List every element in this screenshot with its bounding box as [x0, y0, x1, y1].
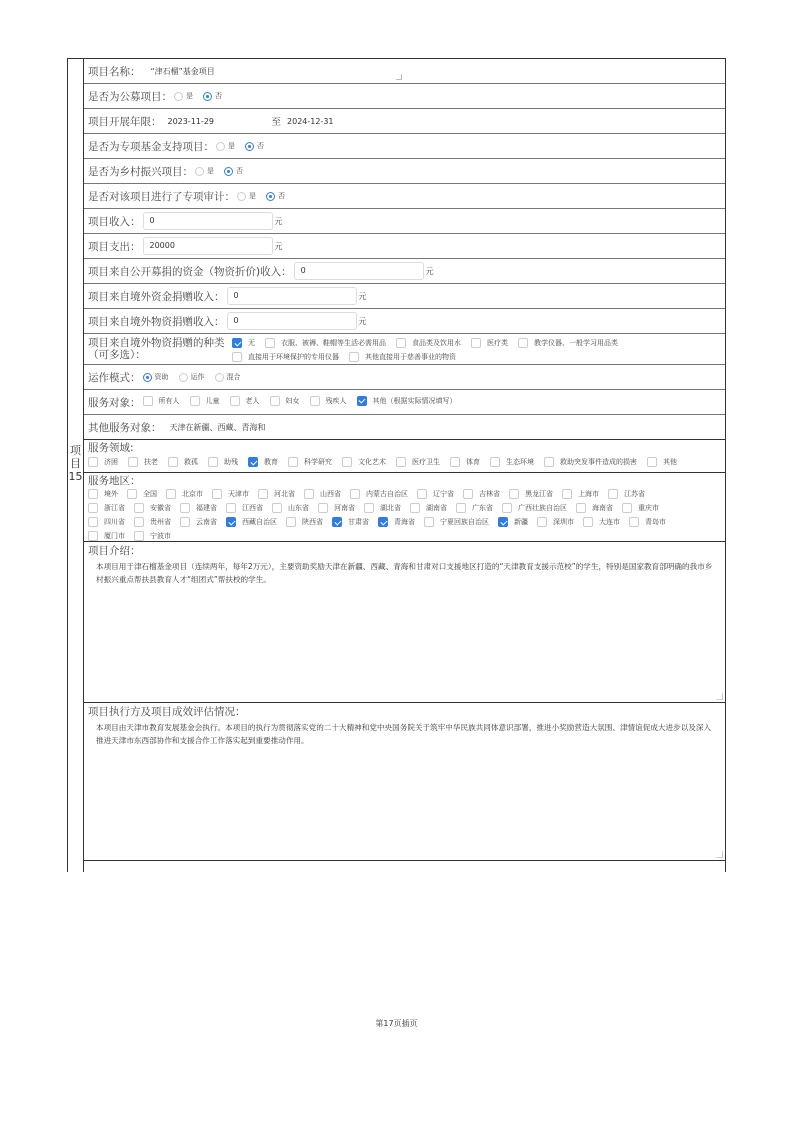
evaluation-textarea[interactable]: 本项目由天津市教育发展基金会执行。本项目的执行为贯彻落实党的二十大精神和党中央国务院关于筑牢中华民族共同体意识部署，推进小奖励营造大氛围、津情谊促成大进步以及深入推进天津市东西部协作和支援合作工作落实起到重要推动作用。 [96, 723, 712, 745]
checkbox-label: 全国 [143, 490, 157, 498]
checkbox-label: 云南省 [196, 518, 217, 526]
expense-input[interactable]: 20000 [143, 237, 273, 255]
checkbox-item[interactable] [208, 456, 238, 468]
checkbox-icon[interactable] [471, 338, 481, 348]
checkbox-item[interactable] [456, 502, 493, 514]
checkbox-item[interactable] [288, 456, 332, 468]
audit-row [84, 184, 725, 209]
checkbox-icon[interactable] [647, 457, 657, 467]
period-end-field[interactable]: 2024-12-31 [287, 116, 334, 126]
checkbox-icon[interactable] [128, 457, 138, 467]
checkbox-label: 宁夏回族自治区 [440, 518, 489, 526]
special-fund-row [84, 134, 725, 159]
checkbox-icon[interactable] [410, 503, 420, 513]
checkbox-label: 山西省 [320, 490, 341, 498]
checkbox-label: 江苏省 [624, 490, 645, 498]
checkbox-icon[interactable] [562, 489, 572, 499]
checkbox-icon[interactable] [88, 531, 98, 541]
checkbox-icon[interactable] [212, 489, 222, 499]
checkbox-icon[interactable] [286, 517, 296, 527]
checkbox-label: 辽宁省 [433, 490, 454, 498]
checkbox-item[interactable] [88, 530, 125, 542]
radio-label: 是 [249, 192, 256, 200]
public-fundraising-yes-radio[interactable] [174, 92, 183, 101]
foreign-goods-unit: 元 [358, 316, 367, 326]
public-fundraising-label: 是否为公募项目： [88, 90, 172, 103]
checkbox-icon[interactable] [88, 517, 98, 527]
checkbox-item[interactable] [490, 456, 534, 468]
checkbox-item[interactable] [270, 396, 300, 406]
resize-handle-icon[interactable] [396, 74, 402, 80]
radio-label: 混合 [226, 373, 241, 381]
checkbox-item[interactable] [88, 488, 118, 500]
goods-types-label [88, 337, 232, 361]
checkbox-checked-icon[interactable] [248, 457, 258, 467]
regions-row [84, 473, 725, 542]
project-name-row [84, 59, 725, 84]
checkbox-item[interactable] [258, 488, 295, 500]
checkbox-icon[interactable] [456, 503, 466, 513]
checkbox-label: 深圳市 [553, 518, 574, 526]
mode-label: 运作模式： [88, 371, 141, 384]
resize-handle-icon[interactable] [716, 851, 723, 858]
foreign-fund-row [84, 284, 725, 309]
checkbox-icon[interactable] [180, 503, 190, 513]
checkbox-item[interactable] [471, 337, 508, 349]
checkbox-icon[interactable] [396, 338, 406, 348]
checkbox-label: 其他直接用于慈善事业的物资 [365, 353, 456, 361]
checkbox-icon[interactable] [502, 503, 512, 513]
project-form-frame [67, 58, 726, 872]
foreign-fund-input[interactable]: 0 [227, 287, 357, 305]
checkbox-label: 新疆 [514, 518, 528, 526]
checkbox-item[interactable] [134, 530, 171, 542]
checkbox-icon[interactable] [396, 457, 406, 467]
checkbox-label: 济困 [104, 458, 118, 466]
checkbox-item[interactable] [232, 337, 255, 349]
checkbox-label: 厦门市 [104, 532, 125, 540]
checkbox-icon[interactable] [424, 517, 434, 527]
rural-label: 是否为乡村振兴项目： [88, 165, 193, 178]
checkbox-icon[interactable] [127, 489, 137, 499]
checkbox-item[interactable] [417, 488, 454, 500]
checkbox-label: 浙江省 [104, 504, 125, 512]
checkbox-label: 宁波市 [150, 532, 171, 540]
checkbox-label: 科学研究 [304, 458, 332, 466]
checkbox-label: 直接用于环境保护的专用仪器 [248, 353, 339, 361]
checkbox-item[interactable] [396, 337, 461, 349]
checkbox-icon[interactable] [518, 338, 528, 348]
checkbox-label: 境外 [104, 490, 118, 498]
checkbox-label: 广西壮族自治区 [518, 504, 567, 512]
audit-yes-radio[interactable] [237, 192, 246, 201]
checkbox-item[interactable] [226, 502, 263, 514]
checkbox-icon[interactable] [226, 503, 236, 513]
checkbox-label: 文化艺术 [358, 458, 386, 466]
checkbox-label: 医疗卫生 [412, 458, 440, 466]
checkbox-icon[interactable] [349, 352, 359, 362]
rural-no-radio[interactable] [224, 167, 233, 176]
foreign-goods-label: 项目来自境外物资捐赠收入： [88, 315, 225, 328]
checkbox-label: 山东省 [288, 504, 309, 512]
checkbox-label: 福建省 [196, 504, 217, 512]
checkbox-item[interactable] [134, 502, 171, 514]
checkbox-item[interactable] [509, 488, 553, 500]
checkbox-label: 衣服、被褥、鞋帽等生活必需用品 [281, 339, 386, 347]
checkbox-label: 湖北省 [380, 504, 401, 512]
form-rows [84, 59, 726, 872]
public-fundraising-no-radio[interactable] [203, 92, 212, 101]
radio-label: 否 [236, 167, 243, 175]
checkbox-label: 所有人 [158, 396, 180, 405]
checkbox-checked-icon[interactable] [498, 517, 508, 527]
project-name-field[interactable]: “津石榴”基金项目 [150, 66, 215, 76]
checkbox-item[interactable] [88, 456, 118, 468]
checkbox-item[interactable] [350, 488, 408, 500]
checkbox-icon[interactable] [544, 457, 554, 467]
foreign-goods-row [84, 309, 725, 334]
regions-label: 服务地区： [88, 475, 141, 487]
checkbox-item[interactable] [583, 516, 620, 528]
checkbox-item[interactable] [396, 456, 440, 468]
income-unit: 元 [274, 216, 283, 226]
checkbox-icon[interactable] [364, 503, 374, 513]
checkbox-label: 妇女 [285, 396, 300, 405]
project-name-label: 项目名称： [88, 65, 141, 78]
radio-label: 资助 [154, 373, 169, 381]
goods-types-options-row [232, 337, 628, 351]
checkbox-label: 广东省 [472, 504, 493, 512]
intro-textarea[interactable]: 本项目用于津石榴基金项目（连续两年，每年2万元），主要资助奖励天津在新疆、西藏、青海和甘肃对口支援地区打造的“天津教育支援示范校”的学生，特别是国家教育部明确的我市乡村振兴重点帮扶县教育人才“组团式”帮扶校的学生。 [96, 562, 713, 584]
checkbox-item[interactable] [88, 516, 125, 528]
checkbox-item[interactable] [410, 502, 447, 514]
foreign-fund-label: 项目来自境外资金捐赠收入： [88, 290, 225, 303]
evaluation-label: 项目执行方及项目成效评估情况： [88, 706, 246, 718]
checkbox-label: 海南省 [592, 504, 613, 512]
checkbox-label: 残疾人 [325, 396, 347, 405]
radio-label: 运作 [190, 373, 205, 381]
checkbox-item[interactable] [143, 396, 180, 406]
checkbox-icon[interactable] [230, 396, 240, 406]
side-column [68, 59, 84, 872]
foreign-goods-input[interactable]: 0 [227, 312, 357, 330]
side-label [68, 444, 83, 483]
side-label-line: 项 [70, 444, 81, 457]
checkbox-item[interactable] [265, 337, 386, 349]
checkbox-label: 其他 [663, 458, 677, 466]
checkbox-label: 重庆市 [638, 504, 659, 512]
public-income-input[interactable]: 0 [294, 262, 424, 280]
checkbox-label: 江西省 [242, 504, 263, 512]
checkbox-icon[interactable] [168, 457, 178, 467]
checkbox-icon[interactable] [258, 489, 268, 499]
checkbox-label: 生态环境 [506, 458, 534, 466]
expense-unit: 元 [274, 241, 283, 251]
checkbox-icon[interactable] [463, 489, 473, 499]
income-row [84, 209, 725, 234]
checkbox-item[interactable] [498, 516, 528, 528]
fields-row [84, 440, 725, 473]
checkbox-icon[interactable] [265, 338, 275, 348]
special-fund-label: 是否为专项基金支持项目： [88, 140, 214, 153]
checkbox-label: 医疗类 [487, 339, 508, 347]
checkbox-icon[interactable] [134, 531, 144, 541]
checkbox-label: 北京市 [182, 490, 203, 498]
checkbox-icon[interactable] [232, 352, 242, 362]
checkbox-icon[interactable] [88, 503, 98, 513]
rural-row [84, 159, 725, 184]
checkbox-item[interactable] [450, 456, 480, 468]
checkbox-icon[interactable] [166, 489, 176, 499]
intro-row [84, 542, 725, 703]
checkbox-item[interactable] [357, 396, 457, 406]
period-to-label: 至 [271, 117, 282, 128]
evaluation-row [84, 703, 725, 861]
checkbox-item[interactable] [562, 488, 599, 500]
radio-label: 否 [278, 192, 285, 200]
checkbox-item[interactable] [364, 502, 401, 514]
other-targets-field[interactable]: 天津在新疆、西藏、青海和 [169, 422, 266, 432]
checkbox-label: 河南省 [334, 504, 355, 512]
checkbox-item[interactable] [166, 488, 203, 500]
regions-options [88, 488, 721, 542]
public-income-row [84, 259, 725, 284]
checkbox-icon[interactable] [190, 396, 200, 406]
period-start-field[interactable]: 2023-11-29 [167, 116, 214, 126]
checkbox-label: 四川省 [104, 518, 125, 526]
targets-row [84, 390, 725, 415]
regions-options-row [88, 502, 721, 516]
audit-no-radio[interactable] [266, 192, 275, 201]
checkbox-icon[interactable] [143, 396, 153, 406]
rural-yes-radio[interactable] [195, 167, 204, 176]
period-row [84, 109, 725, 134]
checkbox-label: 老人 [245, 396, 260, 405]
side-label-line: 目 [70, 457, 81, 470]
checkbox-label: 安徽省 [150, 504, 171, 512]
checkbox-icon[interactable] [608, 489, 618, 499]
checkbox-icon[interactable] [576, 503, 586, 513]
checkbox-label: 体育 [466, 458, 480, 466]
period-label: 项目开展年限： [88, 115, 162, 128]
checkbox-item[interactable] [134, 516, 171, 528]
checkbox-item[interactable] [127, 488, 157, 500]
checkbox-item[interactable] [180, 502, 217, 514]
checkbox-icon[interactable] [629, 517, 639, 527]
checkbox-icon[interactable] [288, 457, 298, 467]
checkbox-item[interactable] [576, 502, 613, 514]
checkbox-item[interactable] [502, 502, 567, 514]
intro-label: 项目介绍： [88, 545, 141, 557]
goods-types-label-line2: （可多选）： [88, 349, 146, 361]
checkbox-label: 救孤 [184, 458, 198, 466]
goods-types-options [232, 337, 628, 365]
checkbox-label: 教育 [264, 458, 278, 466]
checkbox-label: 吉林省 [479, 490, 500, 498]
checkbox-icon[interactable] [509, 489, 519, 499]
checkbox-item[interactable] [230, 396, 260, 406]
radio-label: 是 [228, 142, 235, 150]
checkbox-label: 黑龙江省 [525, 490, 553, 498]
goods-types-label-line1: 项目来自境外物资捐赠的种类 [88, 337, 225, 349]
expense-label: 项目支出： [88, 240, 141, 253]
public-income-unit: 元 [425, 266, 434, 276]
radio-label: 否 [257, 142, 264, 150]
targets-label: 服务对象： [88, 396, 141, 409]
mode-mixed-radio[interactable] [215, 373, 224, 382]
checkbox-item[interactable] [463, 488, 500, 500]
checkbox-item[interactable] [342, 456, 386, 468]
checkbox-item[interactable] [378, 516, 415, 528]
checkbox-item[interactable] [537, 516, 574, 528]
checkbox-item[interactable] [622, 502, 659, 514]
checkbox-item[interactable] [286, 516, 323, 528]
checkbox-item[interactable] [232, 351, 339, 363]
checkbox-label: 助残 [224, 458, 238, 466]
regions-options-row [88, 516, 721, 530]
other-targets-row [84, 415, 725, 440]
checkbox-item[interactable] [272, 502, 309, 514]
checkbox-icon[interactable] [270, 396, 280, 406]
checkbox-icon[interactable] [272, 503, 282, 513]
checkbox-checked-icon[interactable] [332, 517, 342, 527]
side-label-line: 15 [68, 470, 83, 483]
targets-options [143, 396, 467, 409]
checkbox-item[interactable] [647, 456, 677, 468]
checkbox-icon[interactable] [88, 489, 98, 499]
radio-label: 是 [186, 92, 193, 100]
checkbox-label: 西藏自治区 [242, 518, 277, 526]
checkbox-label: 天津市 [228, 490, 249, 498]
checkbox-item[interactable] [180, 516, 217, 528]
special-fund-no-radio[interactable] [245, 142, 254, 151]
checkbox-label: 救助突发事件造成的损害 [560, 458, 637, 466]
checkbox-item[interactable] [304, 488, 341, 500]
goods-types-options-row [232, 351, 628, 365]
checkbox-icon[interactable] [450, 457, 460, 467]
checkbox-icon[interactable] [417, 489, 427, 499]
checkbox-label: 扶老 [144, 458, 158, 466]
checkbox-label: 湖南省 [426, 504, 447, 512]
radio-label: 否 [215, 92, 222, 100]
income-label: 项目收入： [88, 215, 141, 228]
checkbox-label: 内蒙古自治区 [366, 490, 408, 498]
checkbox-item[interactable] [518, 337, 618, 349]
checkbox-label: 儿童 [205, 396, 220, 405]
checkbox-label: 陕西省 [302, 518, 323, 526]
checkbox-icon[interactable] [134, 503, 144, 513]
checkbox-label: 甘肃省 [348, 518, 369, 526]
resize-handle-icon[interactable] [716, 693, 723, 700]
income-input[interactable]: 0 [143, 212, 273, 230]
checkbox-checked-icon[interactable] [226, 517, 236, 527]
checkbox-label: 教学仪器、一般学习用品类 [534, 339, 618, 347]
checkbox-icon[interactable] [342, 457, 352, 467]
checkbox-checked-icon[interactable] [232, 338, 242, 348]
expense-row [84, 234, 725, 259]
checkbox-icon[interactable] [304, 489, 314, 499]
foreign-fund-unit: 元 [358, 291, 367, 301]
regions-options-row [88, 530, 721, 542]
checkbox-icon[interactable] [310, 396, 320, 406]
fields-options [88, 456, 721, 470]
checkbox-icon[interactable] [537, 517, 547, 527]
checkbox-icon[interactable] [583, 517, 593, 527]
checkbox-item[interactable] [349, 351, 456, 363]
checkbox-icon[interactable] [208, 457, 218, 467]
checkbox-item[interactable] [318, 502, 355, 514]
mode-fund-radio[interactable] [143, 373, 152, 382]
checkbox-label: 青海省 [394, 518, 415, 526]
checkbox-icon[interactable] [318, 503, 328, 513]
checkbox-item[interactable] [608, 488, 645, 500]
checkbox-label: 大连市 [599, 518, 620, 526]
checkbox-icon[interactable] [350, 489, 360, 499]
checkbox-item[interactable] [190, 396, 220, 406]
checkbox-checked-icon[interactable] [378, 517, 388, 527]
checkbox-label: 河北省 [274, 490, 295, 498]
public-fundraising-row [84, 84, 725, 109]
goods-types-row [84, 334, 725, 365]
mode-operate-radio[interactable] [179, 373, 188, 382]
checkbox-label: 食品类及饮用水 [412, 339, 461, 347]
checkbox-label: 上海市 [578, 490, 599, 498]
radio-label: 是 [207, 167, 214, 175]
special-fund-yes-radio[interactable] [216, 142, 225, 151]
checkbox-icon[interactable] [88, 457, 98, 467]
checkbox-label: 无 [248, 339, 255, 347]
checkbox-label: 青岛市 [645, 518, 666, 526]
checkbox-checked-icon[interactable] [357, 396, 367, 406]
checkbox-item[interactable] [88, 502, 125, 514]
regions-options-row [88, 488, 721, 502]
checkbox-icon[interactable] [180, 517, 190, 527]
checkbox-item[interactable] [128, 456, 158, 468]
mode-row [84, 365, 725, 390]
checkbox-item[interactable] [226, 516, 277, 528]
checkbox-icon[interactable] [622, 503, 632, 513]
checkbox-icon[interactable] [490, 457, 500, 467]
checkbox-item[interactable] [310, 396, 347, 406]
checkbox-item[interactable] [332, 516, 369, 528]
checkbox-label: 其他（根据实际情况填写） [372, 396, 457, 405]
fields-label: 服务领域: [88, 442, 134, 454]
checkbox-label: 贵州省 [150, 518, 171, 526]
checkbox-item[interactable] [212, 488, 249, 500]
other-targets-label: 其他服务对象： [88, 421, 162, 434]
public-income-label: 项目来自公开募捐的资金（物资折价)收入： [88, 265, 292, 278]
page-footer: 第17页插页 [375, 1019, 418, 1028]
audit-label: 是否对该项目进行了专项审计： [88, 190, 235, 203]
checkbox-item[interactable] [248, 456, 278, 468]
checkbox-item[interactable] [168, 456, 198, 468]
checkbox-item[interactable] [544, 456, 637, 468]
checkbox-item[interactable] [629, 516, 666, 528]
checkbox-item[interactable] [424, 516, 489, 528]
checkbox-icon[interactable] [134, 517, 144, 527]
